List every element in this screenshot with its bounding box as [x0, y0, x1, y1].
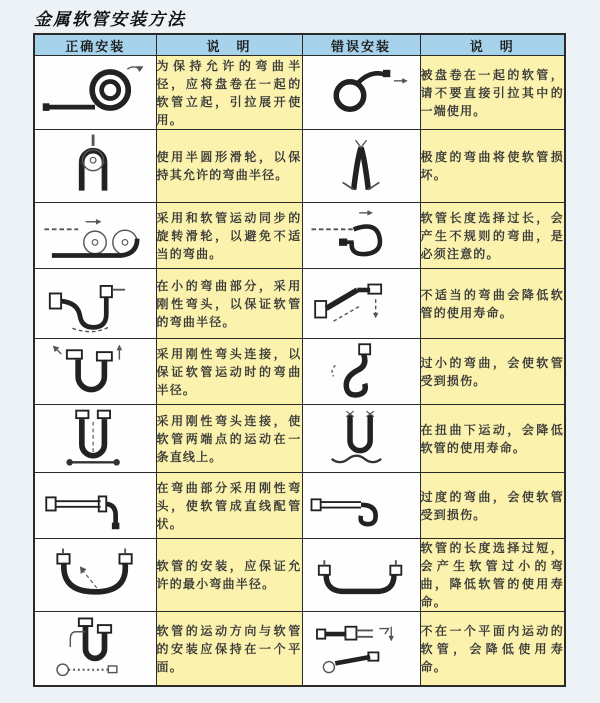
- description-text: 为保持允许的弯曲半径，应将盘卷在一起的软管立起，引拉展开使用。: [156, 58, 302, 127]
- description-text: 使用半圆形滑轮，以保持其允许的弯曲半径。: [156, 150, 302, 182]
- header-description-wrong: 说 明: [420, 34, 565, 56]
- description-text: 采用刚性弯头连接，使软管两端点的运动在一条直线上。: [156, 413, 302, 464]
- wrong-illustration-cell: [302, 539, 420, 612]
- table-row: [34, 405, 565, 473]
- hose-over-semicircular-pulley-icon: [38, 131, 152, 197]
- hose-minimum-bend-radius-u-icon: [38, 541, 152, 605]
- hose-straight-piping-with-elbow-icon: [38, 473, 152, 533]
- correct-description: [156, 56, 302, 130]
- wrong-description: [420, 203, 565, 269]
- correct-description: [156, 203, 302, 269]
- wrong-illustration-cell: [302, 203, 420, 269]
- hose-rigid-elbow-linear-motion-icon: [38, 405, 152, 467]
- correct-illustration-cell: [34, 203, 156, 269]
- description-text: 软管的长度选择过短，会产生软管过小的弯曲，降低软管的使用寿命。: [420, 541, 564, 609]
- table-row: [34, 203, 565, 269]
- correct-illustration-cell: [34, 339, 156, 405]
- wrong-description: [420, 612, 565, 687]
- page-title: 金属软管安装方法: [34, 10, 186, 30]
- wrong-illustration-cell: [302, 612, 420, 687]
- hose-rigid-elbow-u-connection-icon: [38, 339, 152, 399]
- correct-description: [156, 339, 302, 405]
- table-row: [34, 269, 565, 339]
- description-text: 软管的运动方向与软管的安装应保持在一个平面。: [156, 623, 302, 674]
- header-row: [34, 34, 565, 56]
- description-text: 采用和软管运动同步的旋转滑轮，以避免不适当的弯曲。: [156, 210, 302, 261]
- hose-twisted-motion-icon: [306, 405, 416, 467]
- coiled-hose-standing-icon: [38, 57, 152, 123]
- correct-illustration-cell: [34, 473, 156, 539]
- correct-description: [156, 539, 302, 612]
- correct-description: [156, 612, 302, 687]
- wrong-illustration-cell: [302, 130, 420, 203]
- correct-illustration-cell: [34, 405, 156, 473]
- hose-extreme-sharp-bend-icon: [306, 131, 416, 197]
- table-row: [34, 473, 565, 539]
- table-row: [34, 612, 565, 687]
- hose-rigid-elbow-at-small-bend-icon: [38, 269, 152, 333]
- wrong-description: [420, 539, 565, 612]
- correct-description: [156, 130, 302, 203]
- table-row: [34, 130, 565, 203]
- wrong-illustration-cell: [302, 269, 420, 339]
- correct-illustration-cell: [34, 130, 156, 203]
- correct-illustration-cell: [34, 612, 156, 687]
- installation-table: [33, 33, 566, 687]
- description-text: 软管的安装，应保证允许的最小弯曲半径。: [156, 559, 302, 591]
- hose-too-short-shallow-u-icon: [306, 541, 416, 605]
- wrong-description: [420, 130, 565, 203]
- correct-illustration-cell: [34, 56, 156, 130]
- wrong-illustration-cell: [302, 56, 420, 130]
- description-text: 在扭曲下运动，会降低软管的使用寿命。: [420, 422, 564, 455]
- table-row: [34, 539, 565, 612]
- coiled-hose-pulled-end-icon: [306, 57, 416, 123]
- hose-bend-too-small-hook-icon: [306, 339, 416, 399]
- wrong-description: [420, 339, 565, 405]
- header-wrong-install: 错误安装: [302, 34, 420, 56]
- description-text: 软管长度选择过长，会产生不规则的弯曲，是必须注意的。: [420, 210, 564, 261]
- wrong-illustration-cell: [302, 473, 420, 539]
- correct-illustration-cell: [34, 539, 156, 612]
- description-text: 过小的弯曲，会使软管受到损伤。: [420, 355, 564, 388]
- wrong-description: [420, 473, 565, 539]
- description-text: 被盘卷在一起的软管，请不要直接引拉其中的一端使用。: [420, 67, 564, 118]
- wrong-description: [420, 405, 565, 473]
- hose-synchronized-rotating-pulleys-icon: [38, 203, 152, 263]
- table-row: [34, 56, 565, 130]
- description-text: 在弯曲部分采用刚性弯头，使软管成直线配管状。: [156, 480, 302, 531]
- wrong-illustration-cell: [302, 339, 420, 405]
- hose-irregular-loop-too-long-icon: [306, 203, 416, 263]
- correct-description: [156, 269, 302, 339]
- table-row: [34, 339, 565, 405]
- correct-illustration-cell: [34, 269, 156, 339]
- description-text: 采用刚性弯头连接，以保证软管运动时的弯曲半径。: [156, 346, 302, 397]
- correct-description: [156, 473, 302, 539]
- hose-non-planar-motion-icon: [306, 612, 416, 680]
- wrong-description: [420, 56, 565, 130]
- hose-excessive-curl-bend-icon: [306, 473, 416, 533]
- wrong-illustration-cell: [302, 405, 420, 473]
- hose-motion-in-single-plane-icon: [38, 612, 152, 680]
- header-correct-install: 正确安装: [34, 34, 156, 56]
- description-text: 极度的弯曲将使软管损坏。: [420, 150, 564, 182]
- correct-description: [156, 405, 302, 473]
- description-text: 不适当的弯曲会降低软管的使用寿命。: [420, 287, 564, 320]
- description-text: 过度的弯曲，会使软管受到损伤。: [420, 489, 564, 522]
- description-text: 不在一个平面内运动的软管，会降低使用寿命。: [420, 623, 564, 674]
- description-text: 在小的弯曲部分，采用刚性弯头，以保证软管的弯曲半径。: [156, 278, 302, 329]
- wrong-description: [420, 269, 565, 339]
- header-description-correct: 说 明: [156, 34, 302, 56]
- hose-improper-angled-bend-icon: [306, 269, 416, 333]
